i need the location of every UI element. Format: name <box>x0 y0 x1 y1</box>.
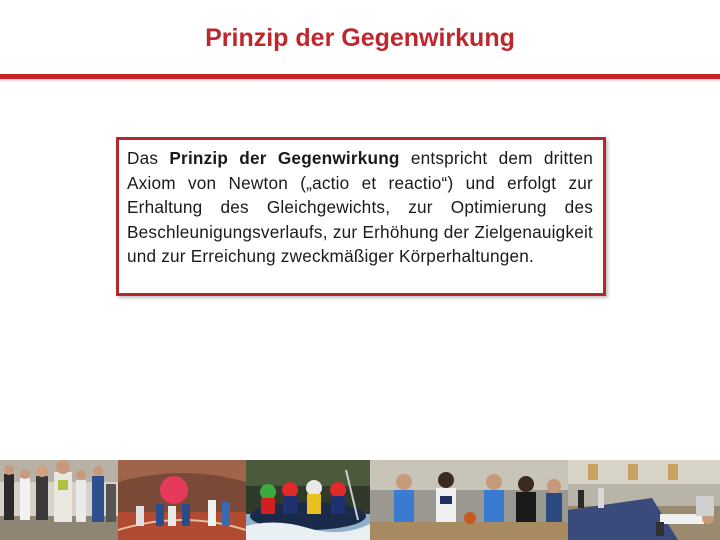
slide-title: Prinzip der Gegenwirkung <box>205 24 515 52</box>
gym-ball-photo <box>118 460 246 540</box>
sports-hall-photo <box>0 460 118 540</box>
definition-term: Prinzip der Gegenwirkung <box>169 148 400 168</box>
basketball-photo <box>370 460 568 540</box>
definition-box <box>116 137 606 296</box>
definition-text <box>127 146 593 269</box>
photo-strip <box>0 460 720 540</box>
rafting-photo <box>246 460 370 540</box>
definition-body: entspricht dem dritten Axiom von Newton („actio et reactio“) und erfolgt zur Erhaltung des Gleichgewichts, zur Optimierung des Beschleunigungsverlaufs, zur Erhöhung der Zielgenauigkeit und zur Erreichung zweckmäßiger Körperhaltungen. <box>127 148 594 266</box>
gym-mat-photo <box>568 460 720 540</box>
title-divider-shadow <box>0 79 720 82</box>
definition-intro: Das <box>127 148 170 168</box>
